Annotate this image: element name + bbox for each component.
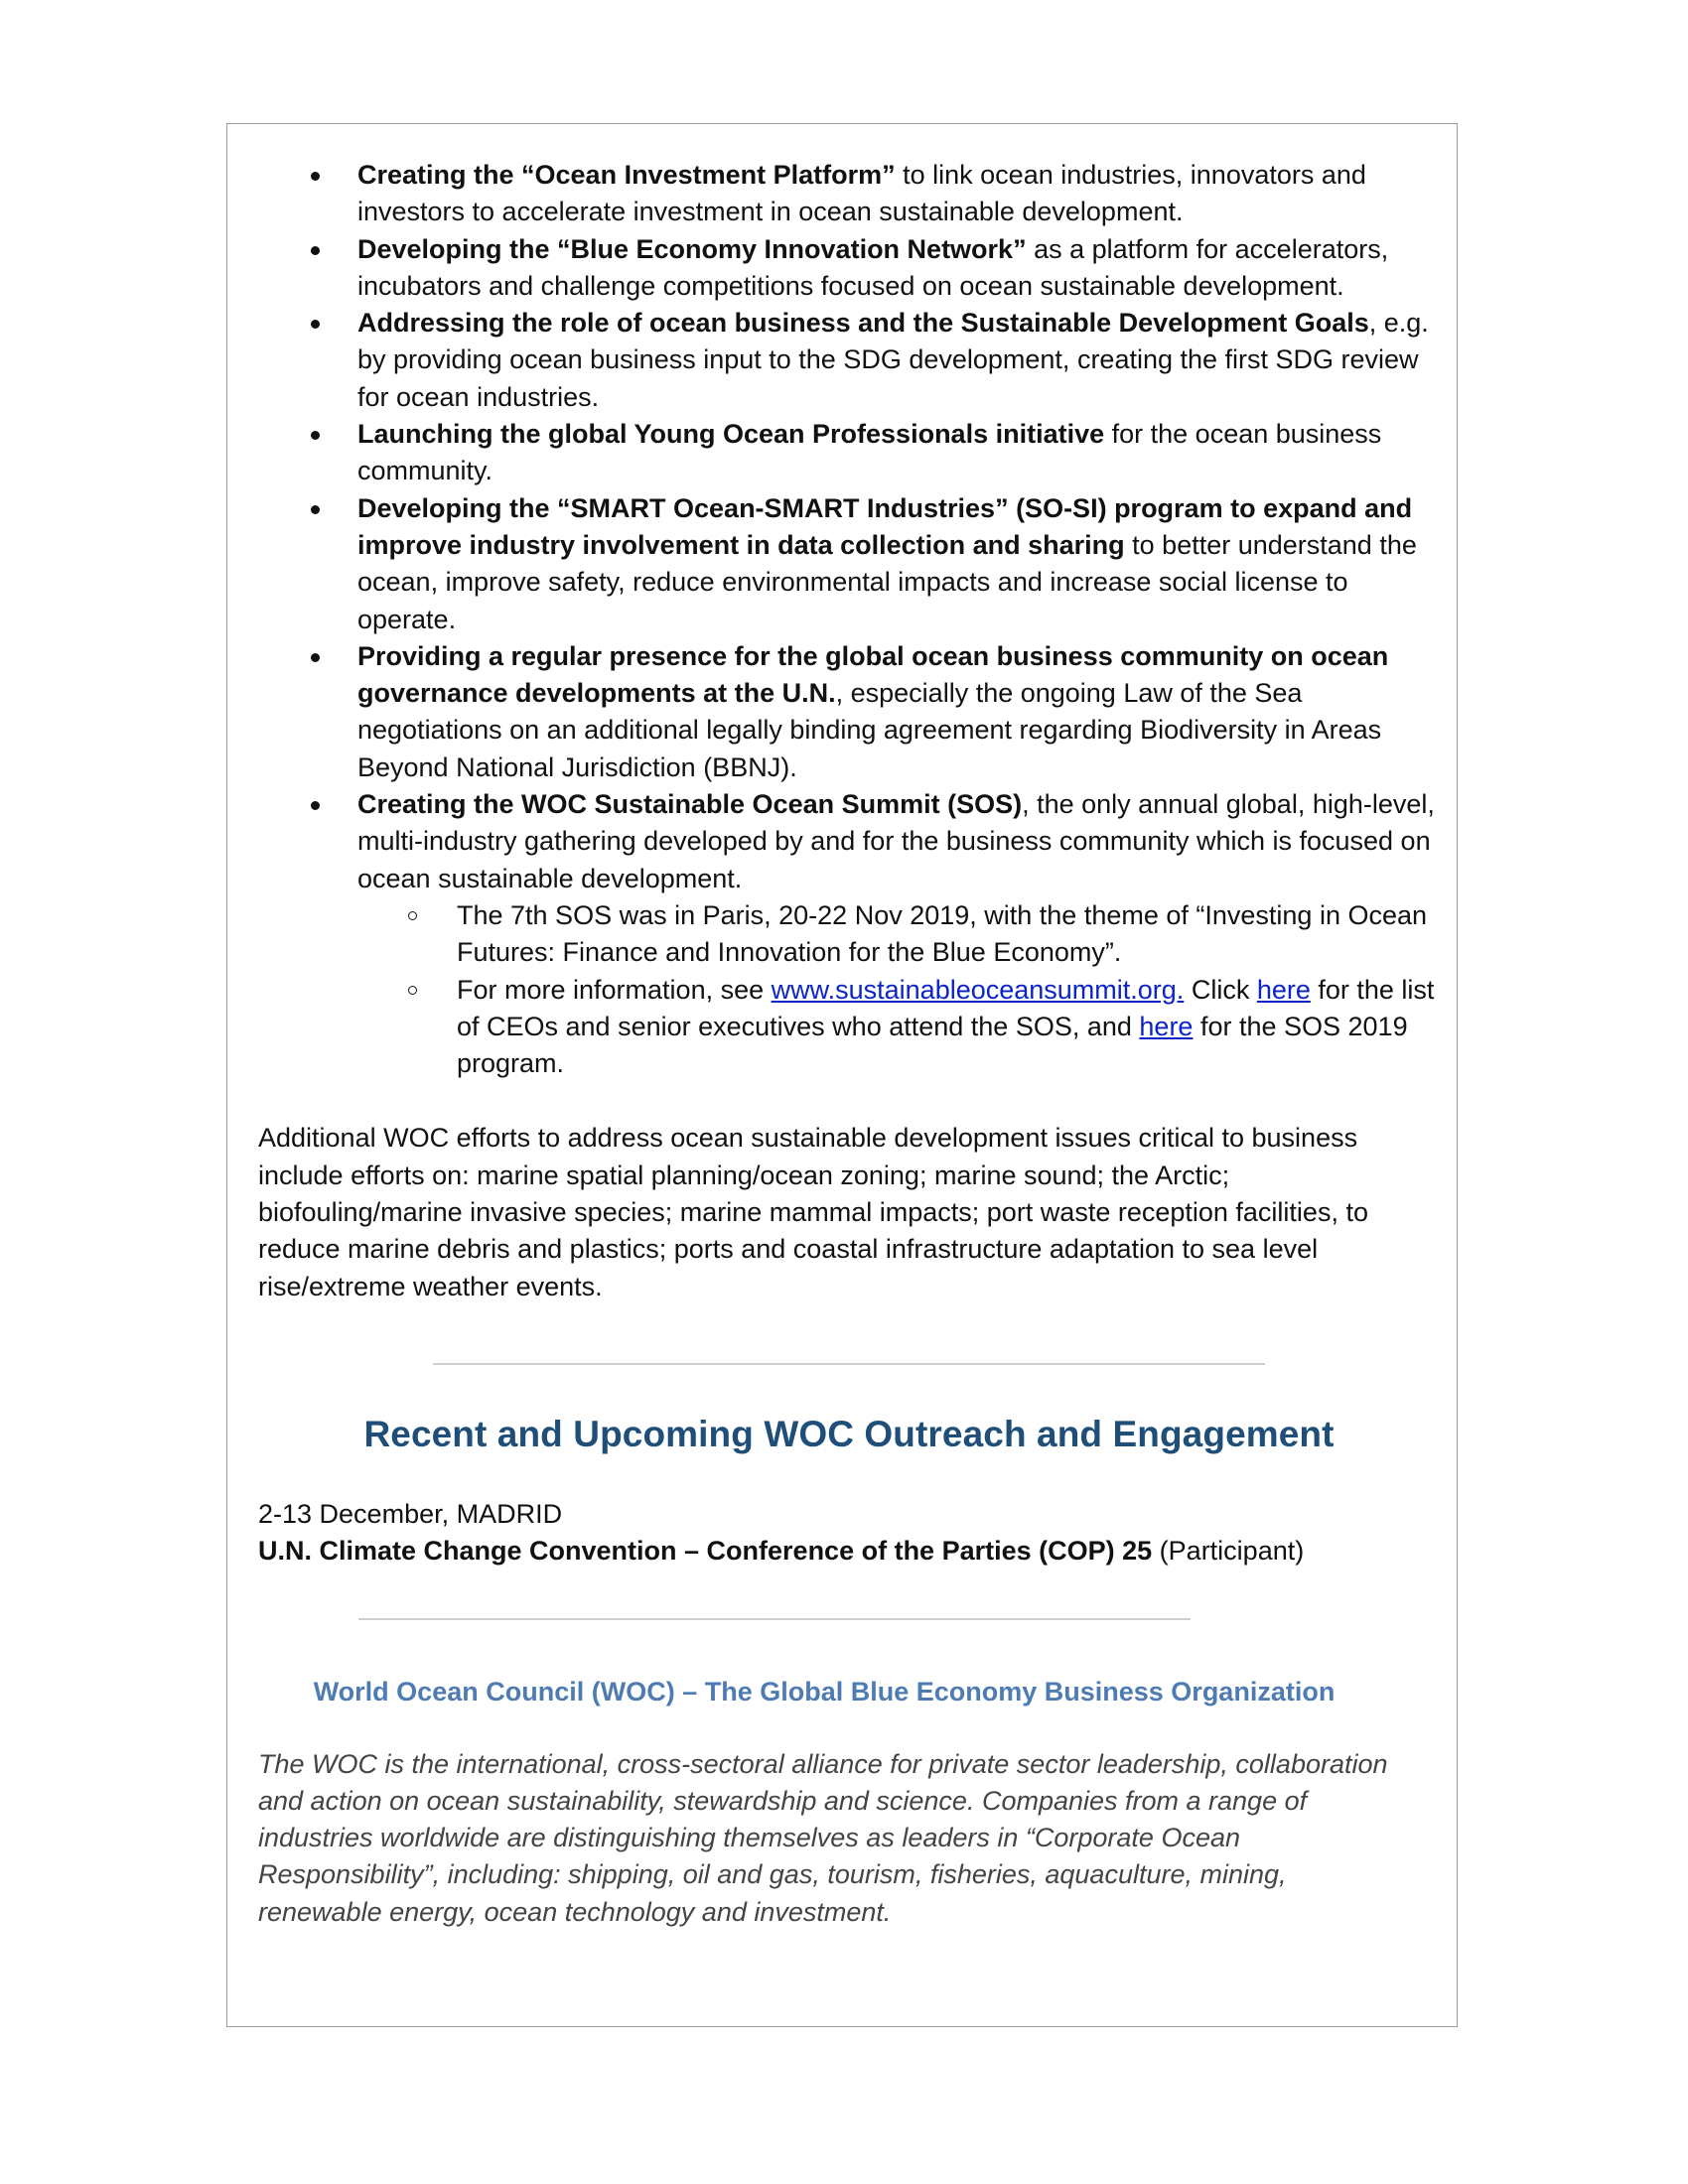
bullet-icon (311, 172, 320, 181)
list-item: Developing the “Blue Economy Innovation Network” as a platform for accelerators, incubators and challenge competitions focused on ocean sustainable development. (258, 231, 1440, 306)
event-entry (258, 1496, 1440, 1570)
list-item: Developing the “SMART Ocean-SMART Industries” (SO-SI) program to expand and improve industry involvement in data collection and sharing to better understand the ocean, improve safety, reduce environmental impacts and increase social license to operate. (258, 490, 1440, 638)
sos-website-link[interactable]: www.sustainableoceansummit.org. (771, 974, 1185, 1005)
list-item: Creating the “Ocean Investment Platform” to link ocean industries, innovators and investors to accelerate investment in ocean sustainable development. (258, 157, 1440, 231)
ceo-list-link[interactable]: here (1256, 974, 1311, 1005)
list-item: Creating the WOC Sustainable Ocean Summit (SOS), the only annual global, high-level, multi-industry gathering developed by and for the business community which is focused on ocean sustainable development. The 7th SOS was in Paris, 20-22 Nov 2019, with the theme of “Investing in Ocean Futures: Finance and Innovation for the Blue Economy”. For more information, see www.sustainableoceansummit.org. Click here for the list of CEOs and senior executives who attend the SOS, and here for the SOS 2019 program. (258, 786, 1440, 1082)
newsletter-content (258, 157, 1440, 1931)
woc-initiatives-list (258, 157, 1440, 1082)
list-item: Addressing the role of ocean business and the Sustainable Development Goals, e.g. by providing ocean business input to the SDG development, creating the first SDG review for ocean industries. (258, 305, 1440, 416)
sub-list-item: For more information, see www.sustainableoceansummit.org. Click here for the list of CEOs and senior executives who attend the SOS, and here for the SOS 2019 program. (357, 972, 1440, 1083)
list-item: Launching the global Young Ocean Professionals initiative for the ocean business community. (258, 416, 1440, 490)
org-divider (358, 1618, 1191, 1620)
circle-bullet-icon (408, 911, 417, 920)
bullet-icon (311, 246, 320, 255)
list-item: Providing a regular presence for the global ocean business community on ocean governance developments at the U.N., especially the ongoing Law of the Sea negotiations on an additional legally binding agreement regarding Biodiversity in Areas Beyond National Jurisdiction (BBNJ). (258, 638, 1440, 786)
section-heading: Recent and Upcoming WOC Outreach and Engagement (363, 1413, 1335, 1454)
circle-bullet-icon (408, 986, 417, 995)
sub-list-item: The 7th SOS was in Paris, 20-22 Nov 2019, with the theme of “Investing in Ocean Futures: Finance and Innovation for the Blue Economy”. (357, 897, 1440, 972)
bullet-icon (311, 505, 320, 514)
additional-efforts-paragraph: Additional WOC efforts to address ocean sustainable development issues critical to business include efforts on: marine spatial planning/ocean zoning; marine sound; the Arctic; biofouling/marine invasive species; marine mammal impacts; port waste reception facilities, to reduce marine debris and plastics; ports and coastal infrastructure adaptation to sea level rise/extreme weather events. (258, 1123, 1368, 1301)
org-description: The WOC is the international, cross-sectoral alliance for private sector leadership, collaboration and action on ocean sustainability, stewardship and science. Companies from a range of industries worldwide are distinguishing themselves as leaders in “Corporate Ocean Responsibility”, including: shipping, oil and gas, tourism, fisheries, aquaculture, mining, renewable energy, ocean technology and investment. (258, 1748, 1388, 1927)
event-title: U.N. Climate Change Convention – Conference of the Parties (COP) 25 (Participant) (258, 1536, 1305, 1567)
sos-program-link[interactable]: here (1139, 1011, 1194, 1041)
bullet-icon (311, 431, 320, 440)
event-date-location: 2-13 December, MADRID (258, 1498, 563, 1529)
org-title: World Ocean Council (WOC) – The Global Blue Economy Business Organization (313, 1676, 1336, 1706)
bullet-icon (311, 653, 320, 662)
bullet-icon (311, 320, 320, 329)
sos-sublist (357, 897, 1440, 1082)
bullet-icon (311, 801, 320, 810)
section-divider (433, 1363, 1265, 1365)
